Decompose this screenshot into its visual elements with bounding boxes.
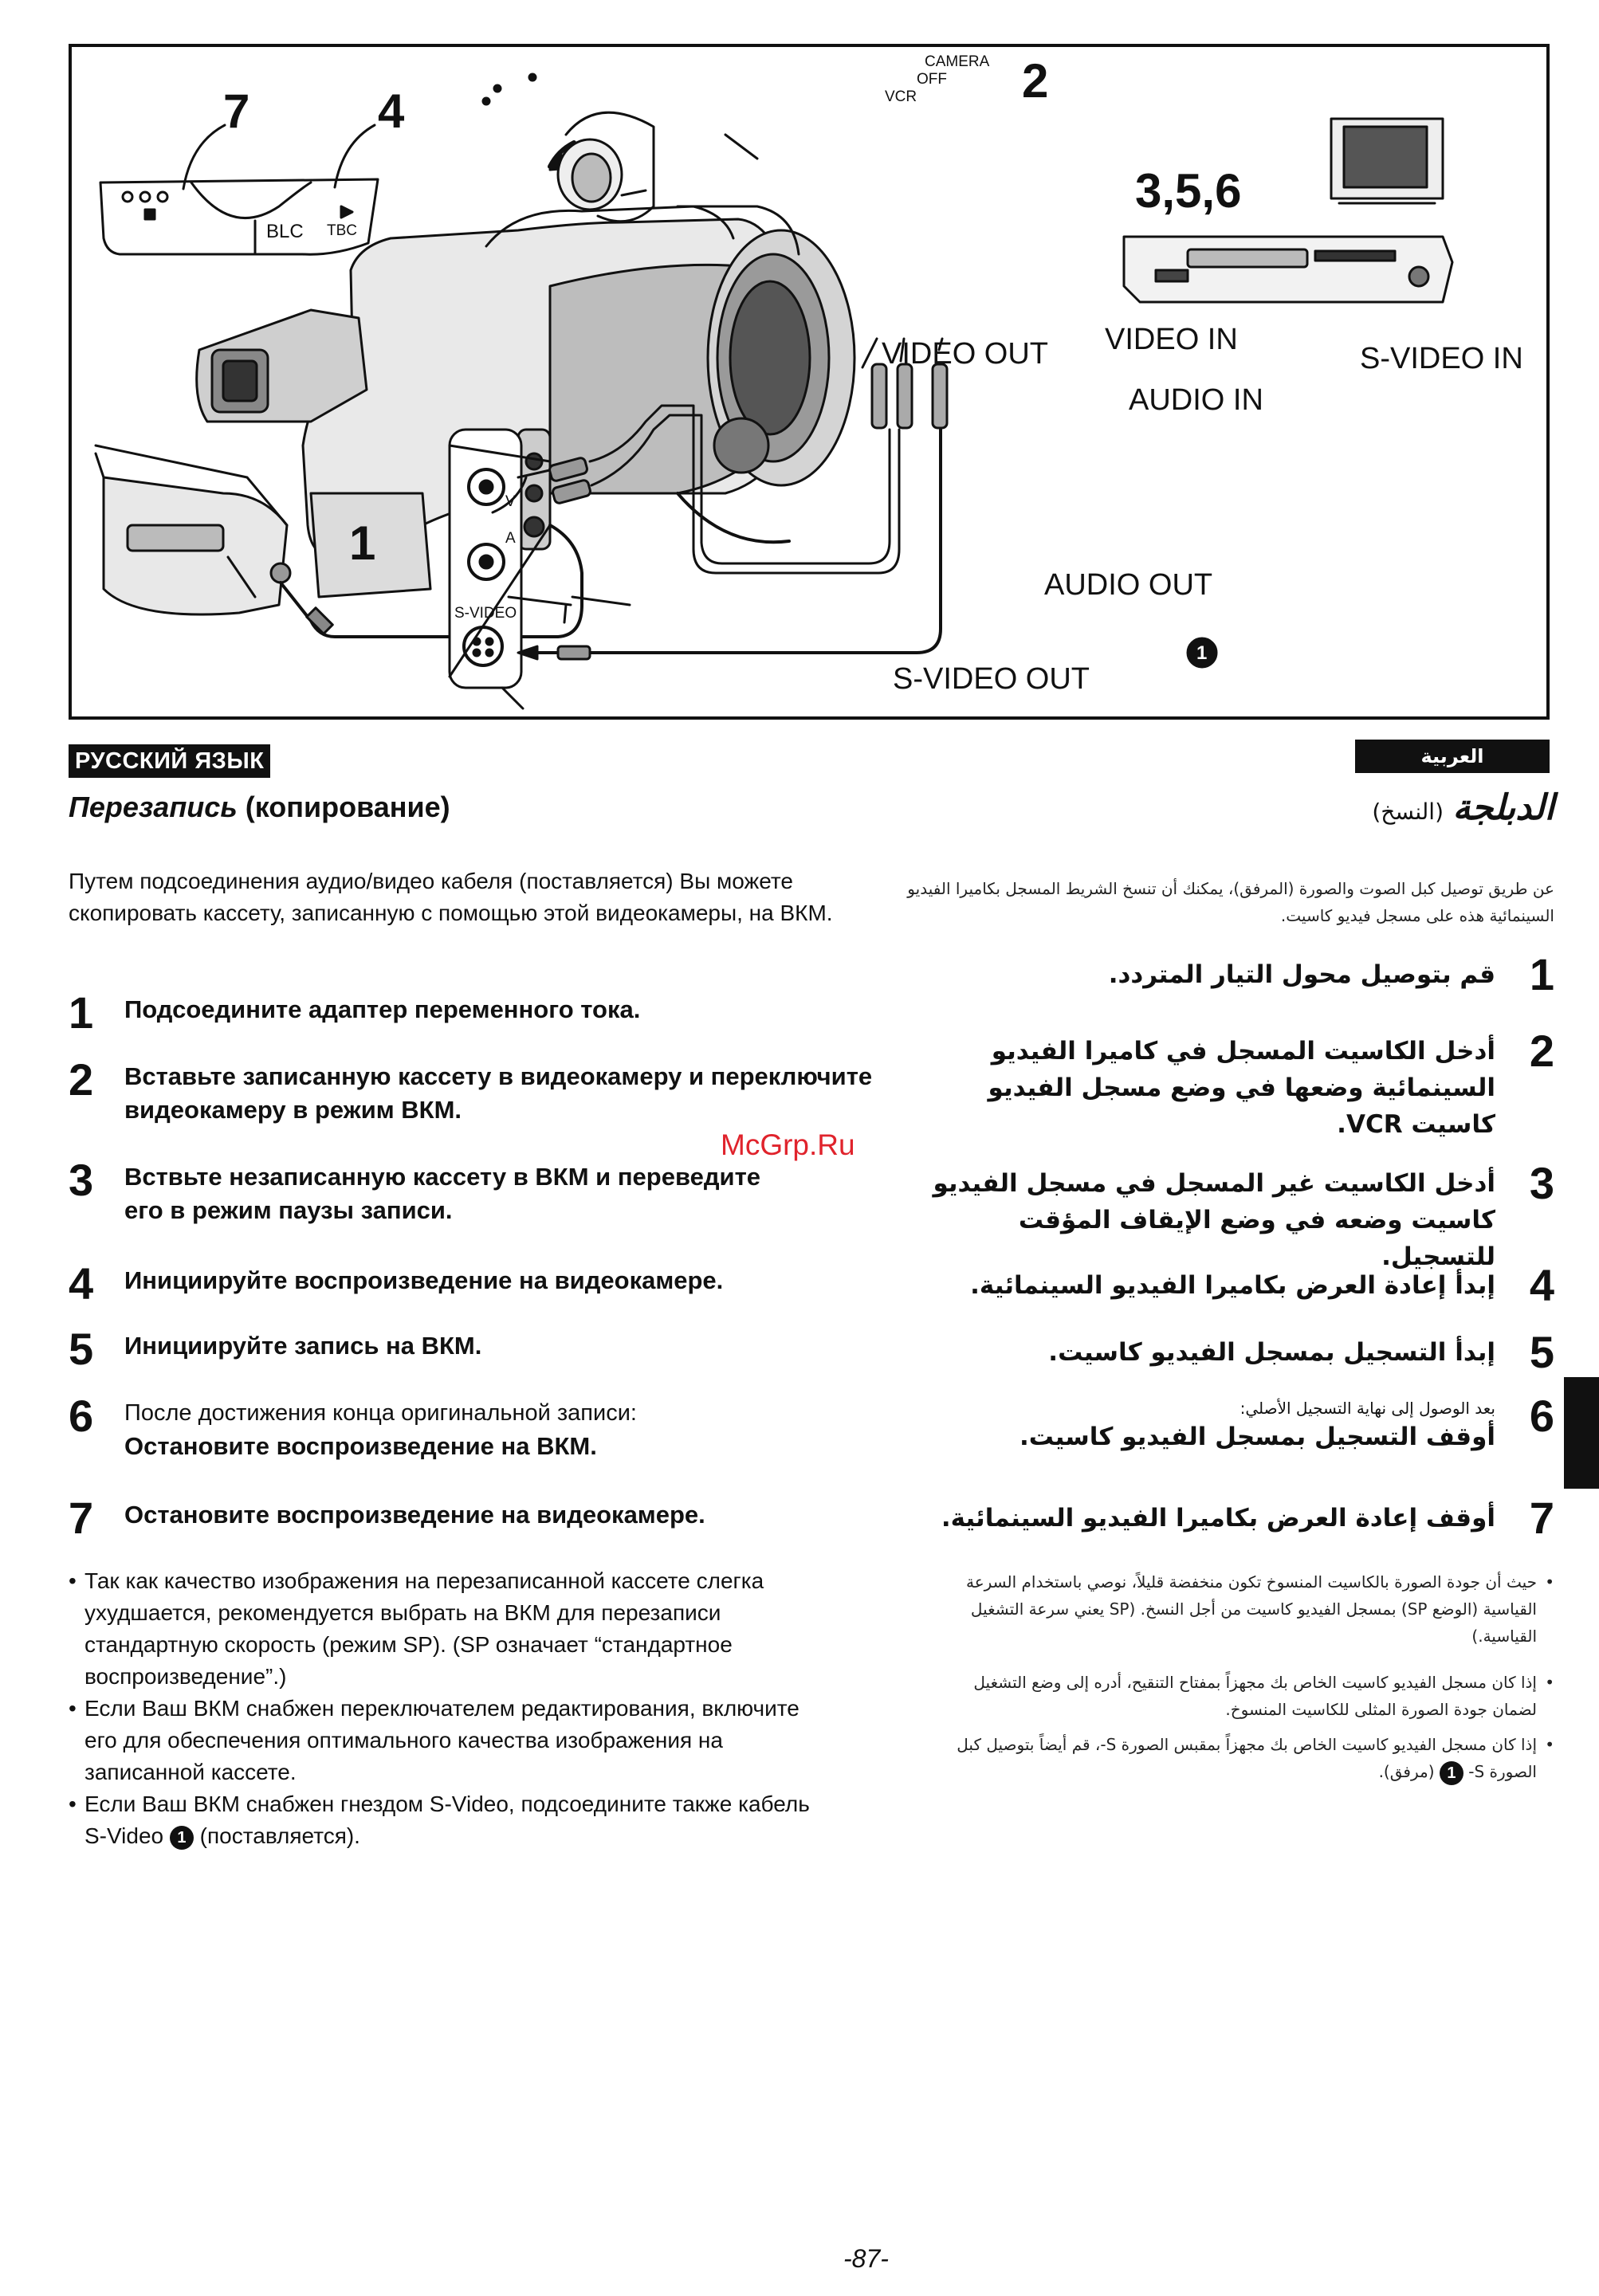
cable-marker-inline: 1 <box>170 1826 194 1850</box>
step-number: 1 <box>69 987 94 1038</box>
stop-icon <box>145 210 155 219</box>
mode-dial-inset <box>483 74 654 222</box>
step-text: أدخل الكاسيت المسجل في كاميرا الفيديو السينمائية وضعها في وضع مسجل الفيديو كاسيت VCR. <box>988 1037 1495 1139</box>
russian-intro: Путем подсоединения аудио/видео кабеля (поставляется) Вы можете скопировать кассету, записанную с помощью этой видеокамеры, на ВКМ. <box>69 869 833 925</box>
arabic-section-title <box>1372 787 1554 828</box>
jack-a-label: A <box>505 530 516 547</box>
arabic-step <box>869 1026 1554 1139</box>
cable-marker-inline: 1 <box>1440 1761 1463 1785</box>
dial-vcr-label: VCR <box>885 88 917 105</box>
panel-dot <box>123 192 132 202</box>
step-text: Подсоедините адаптер переменного тока. <box>124 995 641 1023</box>
note-text: Если Ваш ВКМ снабжен переключателем редактирования, включите его для обеспечения оптимального качества изображения на записанной кассете. <box>84 1696 800 1784</box>
bullet: • <box>1545 1673 1554 1692</box>
step-number: 5 <box>69 1324 94 1374</box>
step-text: Вствьте незаписанную кассету в ВКМ и переведите его в режим паузы записи. <box>124 1163 761 1224</box>
step-text: قم بتوصيل محول التيار المتردد. <box>1108 960 1495 989</box>
note-text-after: (مرفق). <box>1378 1762 1435 1781</box>
note-text-before: Если Ваш ВКМ снабжен гнездом S-Video, подсоедините также кабель S-Video <box>84 1792 810 1848</box>
step-label-1: 1 <box>349 516 376 570</box>
arabic-step <box>869 1158 1554 1271</box>
step-text: أوقف التسجيل بمسجل الفيديو كاسيت. <box>1019 1423 1495 1451</box>
step-number: 6 <box>1529 1391 1554 1441</box>
arabic-step <box>869 1260 1554 1315</box>
step-label-7: 7 <box>223 84 250 138</box>
diagram-drawing <box>72 47 1546 716</box>
step-pre-text: بعد الوصول إلى نهاية التسجيل الأصلي: <box>1240 1399 1495 1418</box>
note-text: حيث أن جودة الصورة بالكاسيت المنسوخ تكون منخفضة قليلاً، نوصي باستخدام السرعة القياسية (الوضع SP) بمسجل الفيديو كاسيت من أجل النسخ. (SP يعني سرعة التشغيل القياسية.) <box>965 1572 1537 1646</box>
step-number: 2 <box>1529 1026 1554 1076</box>
note-text <box>69 1788 818 1852</box>
vcr-plug-svideo <box>933 364 947 428</box>
audio-in-label: AUDIO IN <box>1129 383 1263 417</box>
vcr-deck <box>1124 237 1452 302</box>
russian-note <box>69 1788 818 1852</box>
audio-out-label: AUDIO OUT <box>1044 568 1213 602</box>
tbc-label: TBC <box>327 222 357 239</box>
arabic-step <box>869 1327 1554 1382</box>
section-side-tab <box>1564 1377 1599 1489</box>
arabic-note <box>933 1669 1554 1723</box>
blc-label: BLC <box>266 221 304 242</box>
s-video-out-label: S-VIDEO OUT <box>893 662 1090 696</box>
jack-v-label: V <box>505 493 516 510</box>
step-number: 1 <box>1529 949 1554 999</box>
arabic-title-sub: (النسخ) <box>1372 799 1444 825</box>
note-text-after: (поставляется). <box>199 1823 360 1848</box>
page-number: -87- <box>843 2244 889 2273</box>
arabic-intro: عن طريق توصيل كبل الصوت والصورة (المرفق)، يمكنك أن تنسخ الشريط المسجل بكاميرا الفيديو السينمائية هذه على مسجل فيديو كاسيت. <box>907 879 1554 925</box>
russian-section-title <box>69 791 450 824</box>
connection-diagram <box>69 44 1550 720</box>
step-number: 3 <box>1529 1158 1554 1208</box>
russian-language-tag: РУССКИЙ ЯЗЫК <box>69 744 270 778</box>
s-video-in-label: S-VIDEO IN <box>1360 342 1523 375</box>
russian-title-main: Перезапись <box>69 791 238 823</box>
step-number: 4 <box>69 1258 94 1309</box>
panel-notch-left <box>191 183 311 218</box>
dial-off-label: OFF <box>917 71 947 88</box>
arabic-language-tag: العربية <box>1355 740 1550 773</box>
step-number: 6 <box>69 1391 94 1441</box>
camcorder <box>197 206 855 597</box>
play-icon <box>341 206 352 218</box>
arabic-note <box>933 1731 1554 1785</box>
video-out-label: VIDEO OUT <box>882 337 1049 371</box>
step-number: 5 <box>1529 1327 1554 1377</box>
cable-marker: 1 <box>1196 642 1208 664</box>
step-text: Инициируйте запись на ВКМ. <box>124 1332 482 1360</box>
step-text-block <box>124 1396 874 1463</box>
step-number: 7 <box>69 1493 94 1543</box>
step-text-block <box>921 1398 1495 1455</box>
step-text: أدخل الكاسيت غير المسجل في مسجل الفيديو كاسيت وضعه في وضع الإيقاف المؤقت للتسجيل. <box>933 1169 1495 1271</box>
step-text: Остановите воспроизведение на ВКМ. <box>124 1432 597 1460</box>
bullet: • <box>69 1696 77 1721</box>
step-pre-text: После достижения конца оригинальной записи: <box>124 1400 637 1426</box>
step-text: Остановите воспроизведение на видеокамере. <box>124 1501 705 1529</box>
tv-monitor <box>1331 119 1443 203</box>
step-text: إبدأ التسجيل بمسجل الفيديو كاسيت. <box>1048 1338 1495 1367</box>
note-text: Так как качество изображения на перезаписанной кассете слегка ухудшается, рекомендуется выбрать на ВКМ для перезаписи стандартную скорость (режим SP). (SP означает “стандартное воспроизведение”.) <box>84 1568 764 1689</box>
vcr-plug-audio <box>898 364 912 428</box>
vcr-plug-video <box>872 364 886 428</box>
dial-camera-label: CAMERA <box>925 53 990 70</box>
russian-title-sub: (копирование) <box>245 791 450 823</box>
step-text: Инициируйте воспроизведение на видеокамере. <box>124 1266 724 1294</box>
watermark: McGrp.Ru <box>721 1128 855 1161</box>
step-label-4: 4 <box>378 84 405 138</box>
note-text: إذا كان مسجل الفيديو كاسيت الخاص بك مجهزاً بمفتاح التنقيح، أدره إلى وضع التشغيل لضمان جودة الصورة المثلى للكاسيت المنسوخ. <box>973 1673 1537 1719</box>
step-label-356: 3,5,6 <box>1135 164 1242 218</box>
russian-note <box>69 1693 818 1788</box>
step-number: 4 <box>1529 1260 1554 1310</box>
bullet: • <box>69 1792 77 1816</box>
step-number: 7 <box>1529 1493 1554 1543</box>
arabic-step <box>869 949 1554 1004</box>
step-number: 2 <box>69 1054 94 1105</box>
video-in-label: VIDEO IN <box>1105 323 1238 356</box>
arabic-note <box>933 1568 1554 1650</box>
arabic-step <box>869 1391 1554 1451</box>
bullet: • <box>1545 1735 1554 1754</box>
step-text: أوقف إعادة العرض بكاميرا الفيديو السينمائية. <box>941 1504 1495 1533</box>
bullet: • <box>1545 1572 1554 1592</box>
ac-adapter <box>96 445 290 614</box>
russian-note <box>69 1565 818 1693</box>
step-label-2: 2 <box>1022 54 1049 108</box>
step-text: Вставьте записанную кассету в видеокамеру и переключите видеокамеру в режим ВКМ. <box>124 1062 873 1124</box>
svideo-jack-label: S-VIDEO <box>454 605 517 622</box>
arabic-step <box>869 1493 1554 1548</box>
bullet: • <box>69 1568 77 1593</box>
step-number: 3 <box>69 1155 94 1205</box>
note-text <box>933 1731 1554 1785</box>
arabic-title-main: الدبلجة <box>1452 787 1554 828</box>
step-text: إبدأ إعادة العرض بكاميرا الفيديو السينمائية. <box>970 1271 1495 1300</box>
note-text-before: إذا كان مسجل الفيديو كاسيت الخاص بك مجهزاً بمقبس الصورة S-، قم أيضاً بتوصيل كبل الصورة S- <box>957 1735 1537 1781</box>
